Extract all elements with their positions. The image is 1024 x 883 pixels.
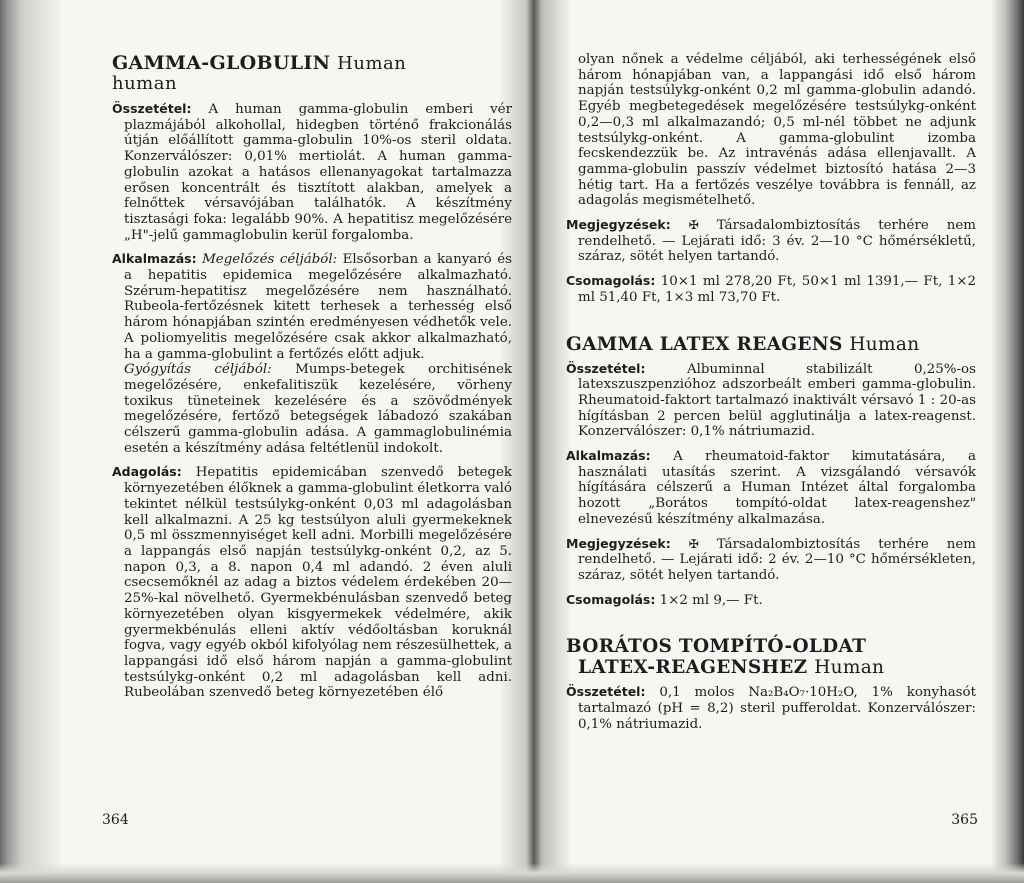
packaging-section-1 (566, 273, 976, 305)
entry-title-text: GAMMA-GLOBULIN (112, 52, 331, 74)
right-page-content (566, 52, 976, 741)
entry-title-boratos-tompito-oldat (566, 636, 976, 678)
packaging-label-1: Csomagolás: (566, 273, 656, 289)
usage-label: Alkalmazás: (112, 251, 197, 267)
cross-icon: ✠ (688, 536, 699, 551)
entry-title-3-line1: BORÁTOS TOMPÍTÓ-OLDAT (566, 636, 867, 658)
usage-prevention-text: Elsősorban a kanyaró és a hepatitis epidemica megelőzésére alkalmazható. Szérum-hepatitisz megelőzésére nem használható. Rubeola-fertőzésnek kitett terhesek a terhesség első három hónapjában szintén eredményesen védhetők vele. A poliomyelitis megelőzésére csak akkor alkalmazható, ha a gamma-globulint a fertőzés előtt adjuk. (124, 252, 512, 362)
notes-section-2 (566, 536, 976, 584)
packaging-text-1: 10×1 ml 278,20 Ft, 50×1 ml 1391,— Ft, 1×2 ml 51,40 Ft, 1×3 ml 73,70 Ft. (578, 274, 977, 305)
left-page (102, 0, 513, 883)
cross-icon: ✠ (688, 218, 699, 233)
dosage-continuation: olyan nőnek a védelme céljából, aki terhességének első három hónapjában van, a lappangási idő első három napján testsúlykg-onként 0,2 ml gamma-globulin adandó. Egyéb megbetegedések megelőzésére testsúlykg-onként 0,2—0,3 ml alkalmazandó; 0,5 ml-nél többet ne adjunk testsúlykg-onként. A gamma-globulint izomba fecskendezzük be. Az intravénás adása ellenjavallt. A gamma-globulin passzív védelmet biztosító hatása 2—3 hétig tart. Ha a fertőzés veszélye továbbra is fennáll, az adagolás megismételhető. (578, 52, 976, 209)
composition-section (112, 101, 512, 243)
page-number-right: 365 (951, 812, 978, 828)
dosage-section (112, 464, 512, 701)
entry-title-manufacturer: Human (337, 53, 407, 74)
composition-text-2: Albuminnal stabilizált 0,25%-os latexszuszpenzióhoz adszorbeált emberi gamma-globulin. Rheumatoid-faktort tartalmazó inaktivált vérsavó 1 : 20-as hígításban 2 percen belül agglutinálja a latex-reagenst. Konzerválószer: 0,1% nátriumazid. (578, 361, 976, 440)
composition-section-2 (566, 361, 976, 441)
packaging-label-2: Csomagolás: (566, 591, 656, 607)
right-page (566, 0, 976, 883)
usage-text-2: A rheumatoid-faktor kimutatására, a használati utasítás szerint. A vizsgálandó vérsavók hígítására célszerű a Human Intézet által forgalomba hozott „Borátos tompító-oldat latex-reagenshez" elnevezésű készítmény alkalmazása. (578, 449, 976, 527)
entry-title-2-manufacturer: Human (849, 333, 920, 355)
notes-label-2: Megjegyzések: (566, 535, 671, 551)
page-edge-right (992, 0, 1024, 883)
dosage-label: Adagolás: (112, 464, 182, 480)
dosage-text: Hepatitis epidemicában szenvedő betegek környezetében élőknek a gamma-globulint életkorra való tekintet nélkül testsúlykg-onként 0,03 ml adagolásban kell alkalmazni. A 25 kg testsúlyon aluli gyermekeknek 0,5 ml összmennyiséget kell adni. Morbilli megelőzésére a lappangás első napján testsúlykg-onként 0,2, az 5. napon 0,3, a 8. napon 0,4 ml adandó. 2 éven aluli csecsemőknél az adag a biztos védelem érdekében 20—25%-kal növelhető. Gyermekbénulásban szenvedő beteg környezetében olyan kisgyermekek védelmére, akik gyermekbénulás elleni aktív védőoltásban koruknál fogva, vagy egyéb okból kifolyólag nem részesülhettek, a lappangási idő első három napján a gamma-globulint testsúlykg-onként 0,2 ml adagolásban kell adni. Rubeolában szenvedő beteg környezetében élő (124, 465, 512, 701)
notes-section-1 (566, 217, 976, 265)
page-number-left: 364 (102, 812, 129, 828)
notes-label-1: Megjegyzések: (566, 217, 671, 233)
usage-treatment-heading: Gyógyítás céljából: (124, 362, 272, 378)
entry-title-gamma-latex-reagens (566, 334, 976, 355)
entry-title-3-line2: LATEX-REAGENSHEZ (578, 657, 808, 679)
composition-text: A human gamma-globulin emberi vér plazmájából alkohollal, hidegben történő frakcionálás útján előállított gamma-globulin 10%-os steril oldata. Konzerválószer: 0,01% mertiolát. A human gamma-globulin azokat a hatásos ellenanyagokat tartalmazza erősen koncentrált és tisztított alakban, amelyek a felnőttek vérsavójában találhatók. A készítmény tisztasági foka: legalább 90%. A hepatitisz megelőzésére „H"-jelű gammaglobulin kerül forgalomba. (124, 102, 513, 243)
usage-treatment-text: Mumps-betegek orchitisének megelőzésére, enkefalitiszük kezelésére, vörheny toxikus tüneteinek kezelésére és a szövődmények megelőzésére, fertőző betegségek lábadozó szakában célszerű gamma-globulin adása. A gammaglobulinémia esetén a készítmény adása feltétlenül indokolt. (124, 362, 513, 456)
notes-text-2: Társadalombiztosítás terhére nem rendelhető. — Lejárati idő: 2 év. 2—10 °C hőmérsékleten, száraz, sötét helyen tartandó. (578, 536, 976, 583)
packaging-text-2: 1×2 ml 9,— Ft. (659, 592, 763, 608)
packaging-section-2 (566, 592, 976, 609)
usage-section (112, 251, 512, 456)
composition-label-3: Összetétel: (566, 684, 646, 700)
composition-label: Összetétel: (112, 101, 192, 116)
composition-text-3: 0,1 molos Na₂B₄O₇·10H₂O, 1% konyhasót tartalmazó (pH = 8,2) steril pufferoldat. Konzerválószer: 0,1% nátriumazid. (578, 685, 976, 732)
entry-title-3-manufacturer: Human (814, 657, 885, 679)
notes-text-1: Társadalombiztosítás terhére nem rendelhető. — Lejárati idő: 3 év. 2—10 °C hőmérsékletű, száraz, sötét helyen tartandó. (578, 218, 976, 265)
left-page-content (112, 53, 512, 709)
usage-prevention-heading: Megelőzés céljából: (202, 252, 338, 268)
usage-label-2: Alkalmazás: (566, 448, 651, 464)
page-edge-left (0, 0, 60, 883)
entry-title-gamma-globulin (112, 53, 512, 74)
composition-section-3 (566, 684, 976, 732)
composition-label-2: Összetétel: (566, 360, 646, 376)
entry-subtitle: human (112, 73, 178, 94)
entry-title-2-text: GAMMA LATEX REAGENS (566, 333, 843, 355)
usage-section-2 (566, 448, 976, 528)
